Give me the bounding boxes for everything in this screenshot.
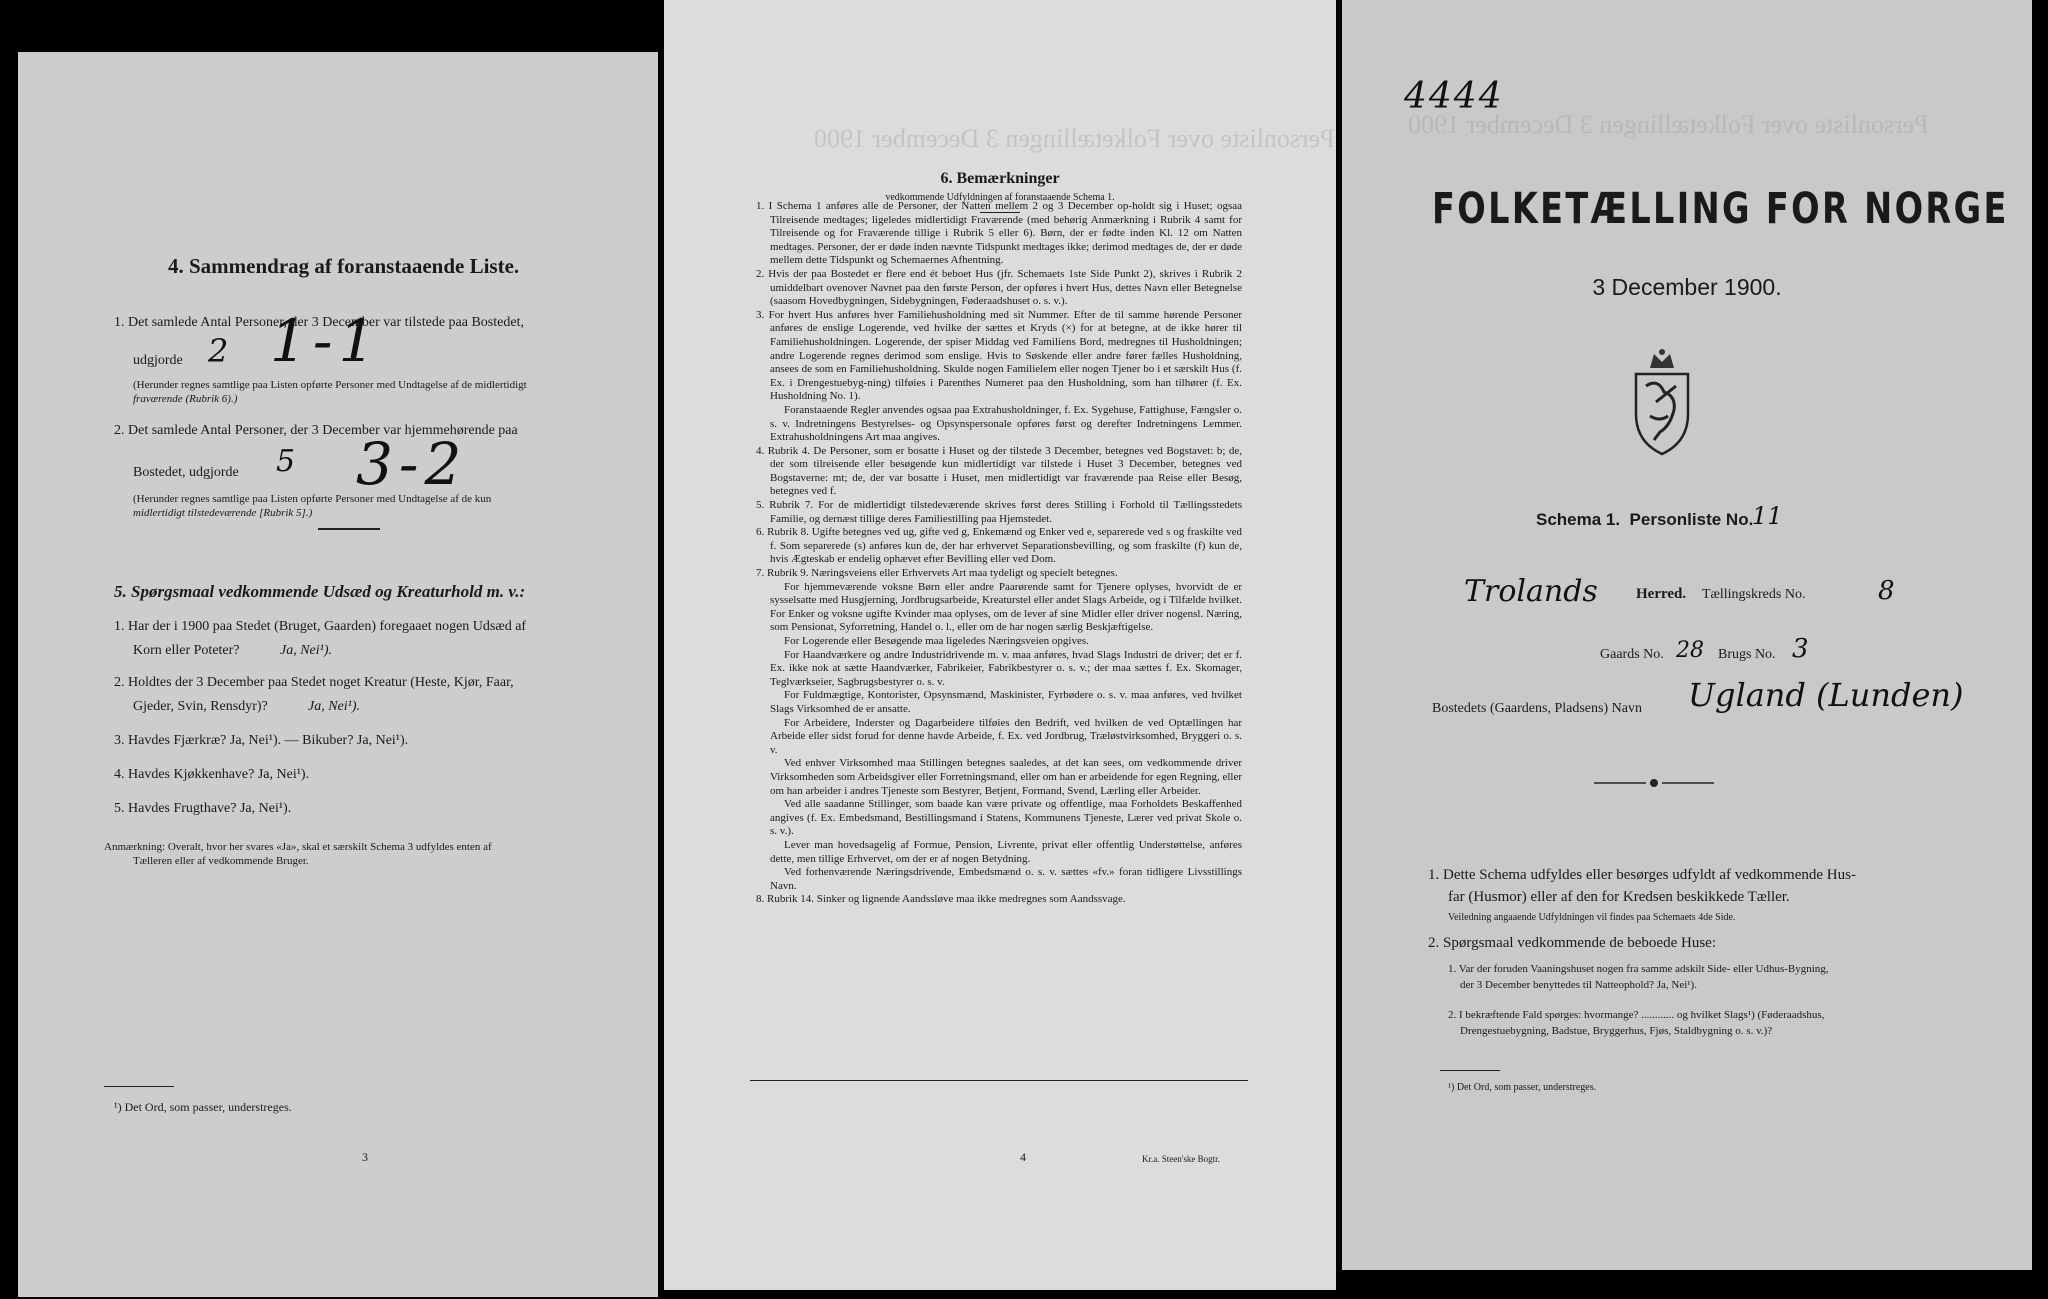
bosted-label: Bostedets (Gaardens, Pladsens) Navn bbox=[1432, 701, 1642, 716]
divider bbox=[318, 528, 380, 530]
instruction-1-line1: 1. Dette Schema udfyldes eller besørges udfyldt af vedkommende Hus- bbox=[1428, 867, 1856, 883]
item2-value: 5 bbox=[276, 444, 296, 479]
kreds-value: 8 bbox=[1878, 576, 1895, 606]
item2-line2: Bostedet, udgjorde bbox=[133, 465, 239, 480]
instruction-2-q2-line1: 2. I bekræftende Fald spørges: hvormange? ............ og hvilket Slags¹) (Føderaadshus, bbox=[1448, 1009, 1825, 1021]
remark-paragraph: For Logerende eller Besøgende maa ligeledes Næringsveien opgives. bbox=[784, 635, 1089, 647]
brugs-label: Brugs No. bbox=[1718, 647, 1776, 662]
item1-note-2: fraværende (Rubrik 6).) bbox=[133, 393, 238, 405]
item2-note-1: (Herunder regnes samtlige paa Listen opførte Personer med Undtagelse af de kun bbox=[133, 493, 492, 505]
bleed-through-text: Personliste over Folketællingen 3 December 1900 bbox=[1408, 110, 1929, 139]
gaards-value: 28 bbox=[1676, 638, 1704, 663]
archive-number-right: 4444 bbox=[1404, 76, 1504, 117]
remark-paragraph: 4. Rubrik 4. De Personer, som er bosatte i Huset og der tilstede 3 December, betegnes ved Bogstavet: b; de, der som tilreisende eller besøgende kun midlertidigt var tilstede i Huset 3 December, betegnes ved Bogstaverne: mt; de, der var bosatte i Huset, men midlertidigt var fraværende paa Reise eller Besøg, betegnes ved f. bbox=[756, 444, 1242, 498]
bosted-value: Ugland (Lunden) bbox=[1688, 676, 1964, 714]
remark-paragraph: 6. Rubrik 8. Ugifte betegnes ved ug, gifte ved g, Enkemænd og Enker ved e, separerede ved s og fraskilte ved f. Som separerede (s) anføres kun de, der har erhvervet Separationsbevilling, og som fraskilte (f) kun de, hvis Ægteskab er endelig ophævet efter Bevilling eller ved Dom. bbox=[756, 526, 1242, 566]
instruction-2-q1-line1: 1. Var der foruden Vaaningshuset nogen fra samme adskilt Side- eller Udhus-Bygning, bbox=[1448, 963, 1829, 975]
item1-note-1: (Herunder regnes samtlige paa Listen opførte Personer med Undtagelse af de midlertidigt bbox=[133, 379, 527, 391]
item2-line1: 2. Det samlede Antal Personer, der 3 December var hjemmehørende paa bbox=[114, 423, 518, 438]
remark-paragraph: Ved alle saadanne Stillinger, som baade kan være private og offentlige, maa Forholdets Beskaffenhed angives (f. Ex. Embedsmand, Bestillingsmand i Statens, Kommunens Tjeneste, Lærer ved privat Skole o. s. v.). bbox=[770, 798, 1242, 838]
remark-paragraph: Ved forhenværende Næringsdrivende, Embedsmænd o. s. v. sættes «fv.» foran tidligere Livsstillings Navn. bbox=[770, 866, 1242, 892]
remark-paragraph: For Haandværkere og andre Industridrivende m. v. maa anføres, hvad Slags Industri de driver; det er f. Ex. ikke nok at sætte Haandværker, Fabrikeier, Fabrikbestyrer o. s. v.; der maa sættes f. Ex. Skomager, Teglværkseier, Sagbrugsbestyrer o. s. v. bbox=[770, 648, 1242, 688]
section6-subheading: vedkommende Udfyldningen af foranstaaende Schema 1. bbox=[885, 192, 1115, 203]
item1-handwritten-extra: 1-1 bbox=[270, 307, 382, 375]
schema-label: Schema 1. Personliste No. bbox=[1536, 510, 1754, 529]
remarks-body bbox=[756, 200, 1242, 1055]
bleed-through-text: Personliste over Folketællingen 3 December 1900 bbox=[814, 124, 1335, 153]
section4-heading: 4. Sammendrag af foranstaaende Liste. bbox=[168, 254, 520, 278]
q5: 5. Havdes Frugthave? Ja, Nei¹). bbox=[114, 801, 292, 816]
section6-heading: 6. Bemærkninger bbox=[940, 170, 1060, 187]
section5-heading: 5. Spørgsmaal vedkommende Udsæd og Kreaturhold m. v.: bbox=[114, 582, 526, 601]
instruction-1-note: Veiledning angaaende Udfyldningen vil findes paa Schemaets 4de Side. bbox=[1448, 912, 1736, 923]
q1-answer: Ja, Nei¹). bbox=[280, 643, 333, 658]
footnote: ¹) Det Ord, som passer, understreges. bbox=[114, 1100, 292, 1114]
remark-paragraph: Foranstaaende Regler anvendes ogsaa paa Extrahusholdninger, f. Ex. Sygehuse, Fattighuse, Fængsler o. s. v. Indretningens Bestyrelses- og Opsynspersonale opføres først og derefter Indretningens Lemmer. Extrahusholdningens Art maa angives. bbox=[770, 403, 1242, 444]
gaards-label: Gaards No. bbox=[1600, 647, 1664, 662]
item1-line2: udgjorde bbox=[133, 353, 183, 368]
page-number: 4 bbox=[1020, 1150, 1026, 1164]
main-title: FOLKETÆLLING FOR NORGE bbox=[1432, 184, 2009, 234]
instruction-1-line2: far (Husmor) eller af den for Kredsen beskikkede Tæller. bbox=[1448, 889, 1790, 905]
footnote-rule bbox=[1440, 1070, 1500, 1071]
q1-line1: 1. Har der i 1900 paa Stedet (Bruget, Gaarden) foregaaet nogen Udsæd af bbox=[114, 619, 527, 634]
norway-coat-of-arms bbox=[1620, 346, 1704, 463]
item1-line1: 1. Det samlede Antal Personer, der 3 December var tilstede paa Bostedet, bbox=[114, 315, 524, 330]
q2-line2: Gjeder, Svin, Rensdyr)? bbox=[133, 699, 268, 714]
brugs-value: 3 bbox=[1792, 634, 1809, 664]
remark-paragraph: Lever man hovedsagelig af Formue, Pension, Livrente, privat eller offentlig Understøttelse, anføres dette, men tillige Erhvervet, om der er af nogen Betydning. bbox=[770, 838, 1242, 865]
remark-paragraph: 2. Hvis der paa Bostedet er flere end ét beboet Hus (jfr. Schemaets 1ste Side Punkt 2), skrives i Rubrik 2 umiddelbart ovenover Navnet paa den første Person, der opføres i hvert Hus, dettes Navn eller Betegnelse (saasom Hovedbygningen, Sidebygningen, Føderaadshuset o. s. v.). bbox=[756, 267, 1242, 308]
schema-number: 11 bbox=[1752, 502, 1783, 530]
ornament-divider bbox=[1594, 776, 1714, 795]
remark-2: Tælleren eller af vedkommende Bruger. bbox=[133, 855, 309, 867]
bottom-rule bbox=[750, 1080, 1248, 1081]
remark-paragraph: For Arbeidere, Inderster og Dagarbeidere tilføies den Bedrift, ved hvilken de ved Optællingen har Arbeide eller sidst forud for denne havde Arbeide, f. Ex. ved Jordbrug, Træløstvirksomhed, Bryggeri o. s. v. bbox=[770, 716, 1242, 756]
herred-value: Trolands bbox=[1464, 574, 1598, 609]
footnote: ¹) Det Ord, som passer, understreges. bbox=[1448, 1082, 1597, 1093]
q4: 4. Havdes Kjøkkenhave? Ja, Nei¹). bbox=[114, 767, 310, 782]
middle-page bbox=[664, 0, 1336, 1290]
item2-handwritten-extra: 3-2 bbox=[356, 430, 468, 498]
remark-paragraph: For Fuldmægtige, Kontorister, Opsynsmænd, Maskinister, Fyrbødere o. s. v. maa anføres, ved hvilket Slags Virksomhed de er ansatte. bbox=[770, 689, 1242, 715]
q3: 3. Havdes Fjærkræ? Ja, Nei¹). — Bikuber? Ja, Nei¹). bbox=[114, 733, 409, 748]
census-date: 3 December 1900. bbox=[1592, 274, 1782, 300]
remark-paragraph: Ved enhver Virksomhed maa Stillingen betegnes saaledes, at det kan sees, om vedkommende driver Virksomheden som Arbeidsgiver eller Forretningsmand, eller om han er arbeidende for egen Regning, eller om han arbeider i andres Tjeneste som Bestyrer, Betjent, Formand, Svend, Lærling eller Arbeider. bbox=[770, 757, 1242, 797]
remark-paragraph: 8. Rubrik 14. Sinker og lignende Aandssløve maa ikke medregnes som Aandssvage. bbox=[756, 893, 1126, 906]
remark-paragraph: For hjemmeværende voksne Børn eller andre Paarørende samt for Tjenere oplyses, hvorvidt de er sysselsatte med Husgjerning, Jordbrugsarbeide, Kreaturstel eller andet Slags Arbeide, og i Tilfælde hvilket. For Enker og voksne ugifte Kvinder maa oplyses, om de lever af sine Midler eller driver nogensl. Næring, som Pensionat, Syforretning, Handel o. l., eller om de har nogen særlig Beskjæftigelse. bbox=[770, 580, 1242, 634]
q2-line1: 2. Holdtes der 3 December paa Stedet noget Kreatur (Heste, Kjør, Faar, bbox=[114, 675, 514, 690]
instruction-2-q1-line2: der 3 December benyttedes til Natteophold? Ja, Nei¹). bbox=[1460, 979, 1697, 991]
remark-paragraph: 5. Rubrik 7. For de midlertidigt tilstedeværende skrives først deres Stilling i Forhold til Tællingsstedets Familie, og dernæst tillige deres Familiestilling paa Hjemstedet. bbox=[756, 499, 1242, 525]
kreds-label: Tællingskreds No. bbox=[1702, 587, 1806, 602]
herred-label: Herred. bbox=[1636, 586, 1687, 602]
remark-paragraph: 3. For hvert Hus anføres hver Familiehusholdning med sit Nummer. Efter de til samme hørende Personer anføres de enslige Logerende, ved hvilke der sættes et Kryds (×) for at betegne, at de ikke hører til Familiehusholdningen. Logerende, der spiser Middag ved Familiens Bord, medregnes til Husholdningen; andre Logerende regnes derimod som enslige. Hvis to Søskende eller andre fører fælles Husholdning, ansees de som en Familiehusholdning. Skulde nogen Familielem eller nogen Tjener bo i et særskilt Hus (f. Ex. i Drengestuebyg-ning) tilføies i Parenthes Numeret paa den Husholdning, som han tilhører (f. Ex. Husholdning No. 1). bbox=[756, 308, 1242, 403]
q1-line2: Korn eller Poteter? bbox=[133, 643, 240, 658]
item2-note-2: midlertidigt tilstedeværende [Rubrik 5].) bbox=[133, 507, 313, 519]
footnote-rule bbox=[104, 1086, 174, 1087]
printer-imprint: Kr.a. Steen'ske Bogtr. bbox=[1142, 1154, 1220, 1164]
page-number: 3 bbox=[362, 1150, 368, 1164]
instruction-2: 2. Spørgsmaal vedkommende de beboede Huse: bbox=[1428, 935, 1716, 951]
left-page bbox=[18, 52, 658, 1297]
q2-answer: Ja, Nei¹). bbox=[308, 699, 361, 714]
instruction-2-q2-line2: Drengestuebygning, Badstue, Bryggerhus, Fjøs, Staldbygning o. s. v.)? bbox=[1460, 1025, 1773, 1037]
right-page bbox=[1342, 0, 2032, 1270]
remark-1: Anmærkning: Overalt, hvor her svares «Ja», skal et særskilt Schema 3 udfyldes enten af bbox=[104, 841, 492, 853]
remark-paragraph: 7. Rubrik 9. Næringsveiens eller Erhvervets Art maa tydeligt og specielt betegnes. bbox=[756, 567, 1118, 580]
remark-paragraph: 1. I Schema 1 anføres alle de Personer, der Natten mellem 2 og 3 December op-holdt sig i Huset; ogsaa Tilreisende medtages; ligeledes midlertidigt Fraværende (med behørig Anmærkning i Rubrik 4 samt for Tilreisende og for Fraværende tillige i Rubrik 5 eller 6). Børn, der er fødte inden Kl. 12 om Natten medtages. Personer, der er døde inden nævnte Tidspunkt medtages ikke; derimod medtages de, der er døde mellem dette Tidspunkt og Schemaernes Afhentning. bbox=[756, 200, 1242, 267]
item1-value: 2 bbox=[208, 332, 229, 370]
